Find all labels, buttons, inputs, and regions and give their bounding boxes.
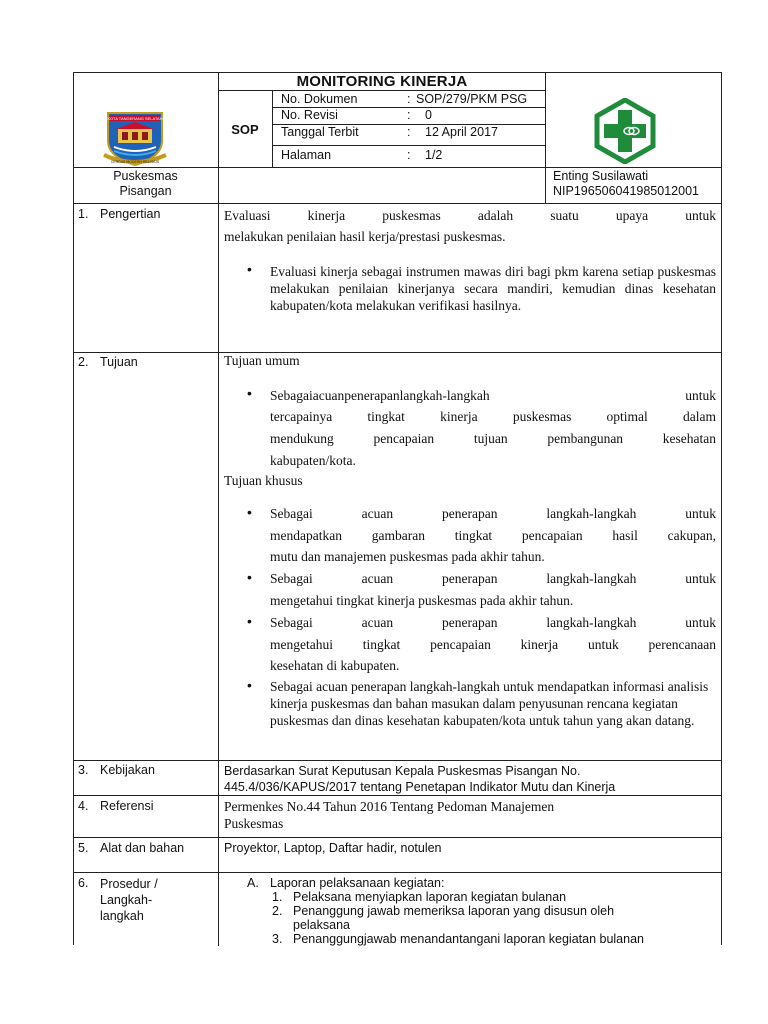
tujuan-umum-1-line1b: untuk [685, 388, 716, 403]
prosedur-step-1: Pelaksana menyiapkan laporan kegiatan bulanan [293, 890, 567, 904]
tujuan-khusus-3-line2: mengetahui tingkat pencapaian kinerja untuk perencanaan [270, 637, 716, 652]
bullet-icon: • [247, 504, 252, 520]
signer-name: Enting Susilawati [553, 169, 649, 183]
section-3-title: Kebijakan [100, 763, 155, 777]
org-name [73, 169, 218, 199]
section-4-title: Referensi [100, 799, 154, 813]
bullet-icon: • [247, 613, 252, 629]
bullet-icon: • [247, 569, 252, 585]
kebijakan-line2: 445.4/036/KAPUS/2017 tentang Penetapan Indikator Mutu dan Kinerja [224, 780, 616, 794]
tujuan-khusus-2-line1: Sebagai acuan penerapan langkah-langkah untuk [270, 571, 716, 586]
tujuan-khusus-4: Sebagai acuan penerapan langkah-langkah untuk mendapatkan informasi analisis kinerja puskesmas dan bahan masukan dalam penyusunan rencana kegiatan puskesmas dan dinas kesehatan kabupaten/kota untuk tahun yang akan datang. [270, 679, 709, 728]
section-1-title: Pengertian [100, 207, 161, 221]
bullet-icon: • [247, 261, 252, 277]
tujuan-khusus-3-line3: kesehatan di kabupaten. [270, 658, 400, 673]
tujuan-umum-1-line4: kabupaten/kota. [270, 453, 356, 468]
puskesmas-cross-logo [593, 98, 657, 164]
tujuan-khusus-1-line1: Sebagai acuan penerapan langkah-langkah untuk [270, 506, 716, 521]
svg-text:KOTA TANGERANG SELATAN: KOTA TANGERANG SELATAN [107, 116, 163, 121]
section-6-title-line3: langkah [100, 909, 144, 923]
meta-doc-value: SOP/279/PKM PSG [416, 92, 528, 106]
tujuan-umum-1-line1a: Sebagaiacuanpenerapanlangkah-langkah [270, 388, 490, 403]
meta-date-label: Tanggal Terbit [281, 125, 359, 139]
tujuan-khusus-3-line1: Sebagai acuan penerapan langkah-langkah untuk [270, 615, 716, 630]
pengertian-bullet-1: Evaluasi kinerja sebagai instrumen mawas diri bagi pkm karena setiap puskesmas melakukan penilaian kinerjanya secara mandiri, kemudian dinas kesehatan kabupaten/kota melakukan verifikasi hasilnya. [270, 264, 716, 313]
meta-revision-sep: : [407, 108, 411, 122]
referensi-line2: Puskesmas [224, 816, 284, 831]
section-5-title: Alat dan bahan [100, 841, 185, 855]
meta-date-sep: : [407, 125, 411, 139]
org-name-line2: Pisangan [119, 184, 172, 198]
tujuan-khusus-2-line2: mengetahui tingkat kinerja puskesmas pada akhir tahun. [270, 593, 574, 608]
meta-doc-label: No. Dokumen [281, 92, 358, 106]
meta-doc-sep: : [407, 92, 411, 106]
org-name-line1: Puskesmas [113, 169, 178, 183]
tujuan-khusus-1-line2: mendapatkan gambaran tingkat pencapaian hasil cakupan, [270, 528, 716, 543]
section-4-label [78, 799, 154, 814]
pengertian-paragraph-line2: melakukan penilaian hasil kerja/prestasi puskesmas. [224, 229, 506, 244]
tujuan-umum-heading: Tujuan umum [224, 353, 300, 368]
section-1-number: 1. [78, 207, 89, 221]
sop-label: SOP [231, 122, 259, 137]
bullet-icon: • [247, 677, 252, 693]
section-6-number: 6. [78, 876, 89, 890]
svg-text:CERDAS MODERN RELIGIUS: CERDAS MODERN RELIGIUS [110, 160, 160, 164]
section-6-title-line2: Langkah- [100, 893, 153, 907]
section-5-number: 5. [78, 841, 89, 855]
signer-nip: NIP196506041985012001 [553, 184, 699, 198]
referensi-text [224, 798, 716, 832]
pengertian-paragraph-line1: Evaluasi kinerja puskesmas adalah suatu upaya untuk [224, 208, 716, 223]
section-2-label [78, 355, 138, 370]
tujuan-umum-1-line3: mendukung pencapaian tujuan pembangunan kesehatan [270, 431, 716, 446]
prosedur-a-text: Laporan pelaksanaan kegiatan: [270, 876, 445, 890]
prosedur-step-2-line2: pelaksana [293, 918, 350, 932]
document-title: MONITORING KINERJA [296, 73, 468, 90]
section-6-title [100, 876, 158, 924]
prosedur-step-2-line1: Penanggung jawab memeriksa laporan yang disusun oleh [293, 904, 615, 918]
section-3-number: 3. [78, 763, 89, 777]
meta-page-label: Halaman [281, 148, 332, 162]
kebijakan-line1: Berdasarkan Surat Keputusan Kepala Puskesmas Pisangan No. [224, 764, 581, 778]
section-6-title-line1: Prosedur / [100, 877, 158, 891]
section-6-label [78, 876, 100, 891]
section-3-label [78, 763, 155, 778]
tujuan-khusus-heading: Tujuan khusus [224, 473, 303, 488]
signer-block [553, 169, 699, 199]
referensi-line1: Permenkes No.44 Tahun 2016 Tentang Pedoman Manajemen [224, 799, 555, 814]
kebijakan-text [224, 763, 719, 795]
section-1-label [78, 207, 160, 222]
bullet-icon: • [247, 385, 252, 401]
prosedur-a-marker: A. [247, 876, 259, 890]
city-crest-logo [100, 107, 170, 167]
meta-page-sep: : [407, 148, 411, 162]
meta-revision-value: 0 [425, 108, 432, 122]
meta-page-value: 1/2 [425, 148, 443, 162]
meta-date-value: 12 April 2017 [425, 125, 498, 139]
section-2-title: Tujuan [100, 355, 138, 369]
section-4-number: 4. [78, 799, 89, 813]
prosedur-step-2-number: 2. [272, 904, 283, 918]
prosedur-step-3-number: 3. [272, 932, 283, 946]
alat-text: Proyektor, Laptop, Daftar hadir, notulen [224, 841, 442, 855]
prosedur-step-3: Penanggungjawab menandantangani laporan kegiatan bulanan [293, 932, 644, 946]
section-2-number: 2. [78, 355, 89, 369]
tujuan-khusus-1-line3: mutu dan manajemen puskesmas pada akhir tahun. [270, 549, 545, 564]
meta-revision-label: No. Revisi [281, 108, 338, 122]
section-5-label [78, 841, 184, 856]
tujuan-umum-1-line2: tercapainya tingkat kinerja puskesmas optimal dalam [270, 409, 716, 424]
prosedur-step-1-number: 1. [272, 890, 283, 904]
